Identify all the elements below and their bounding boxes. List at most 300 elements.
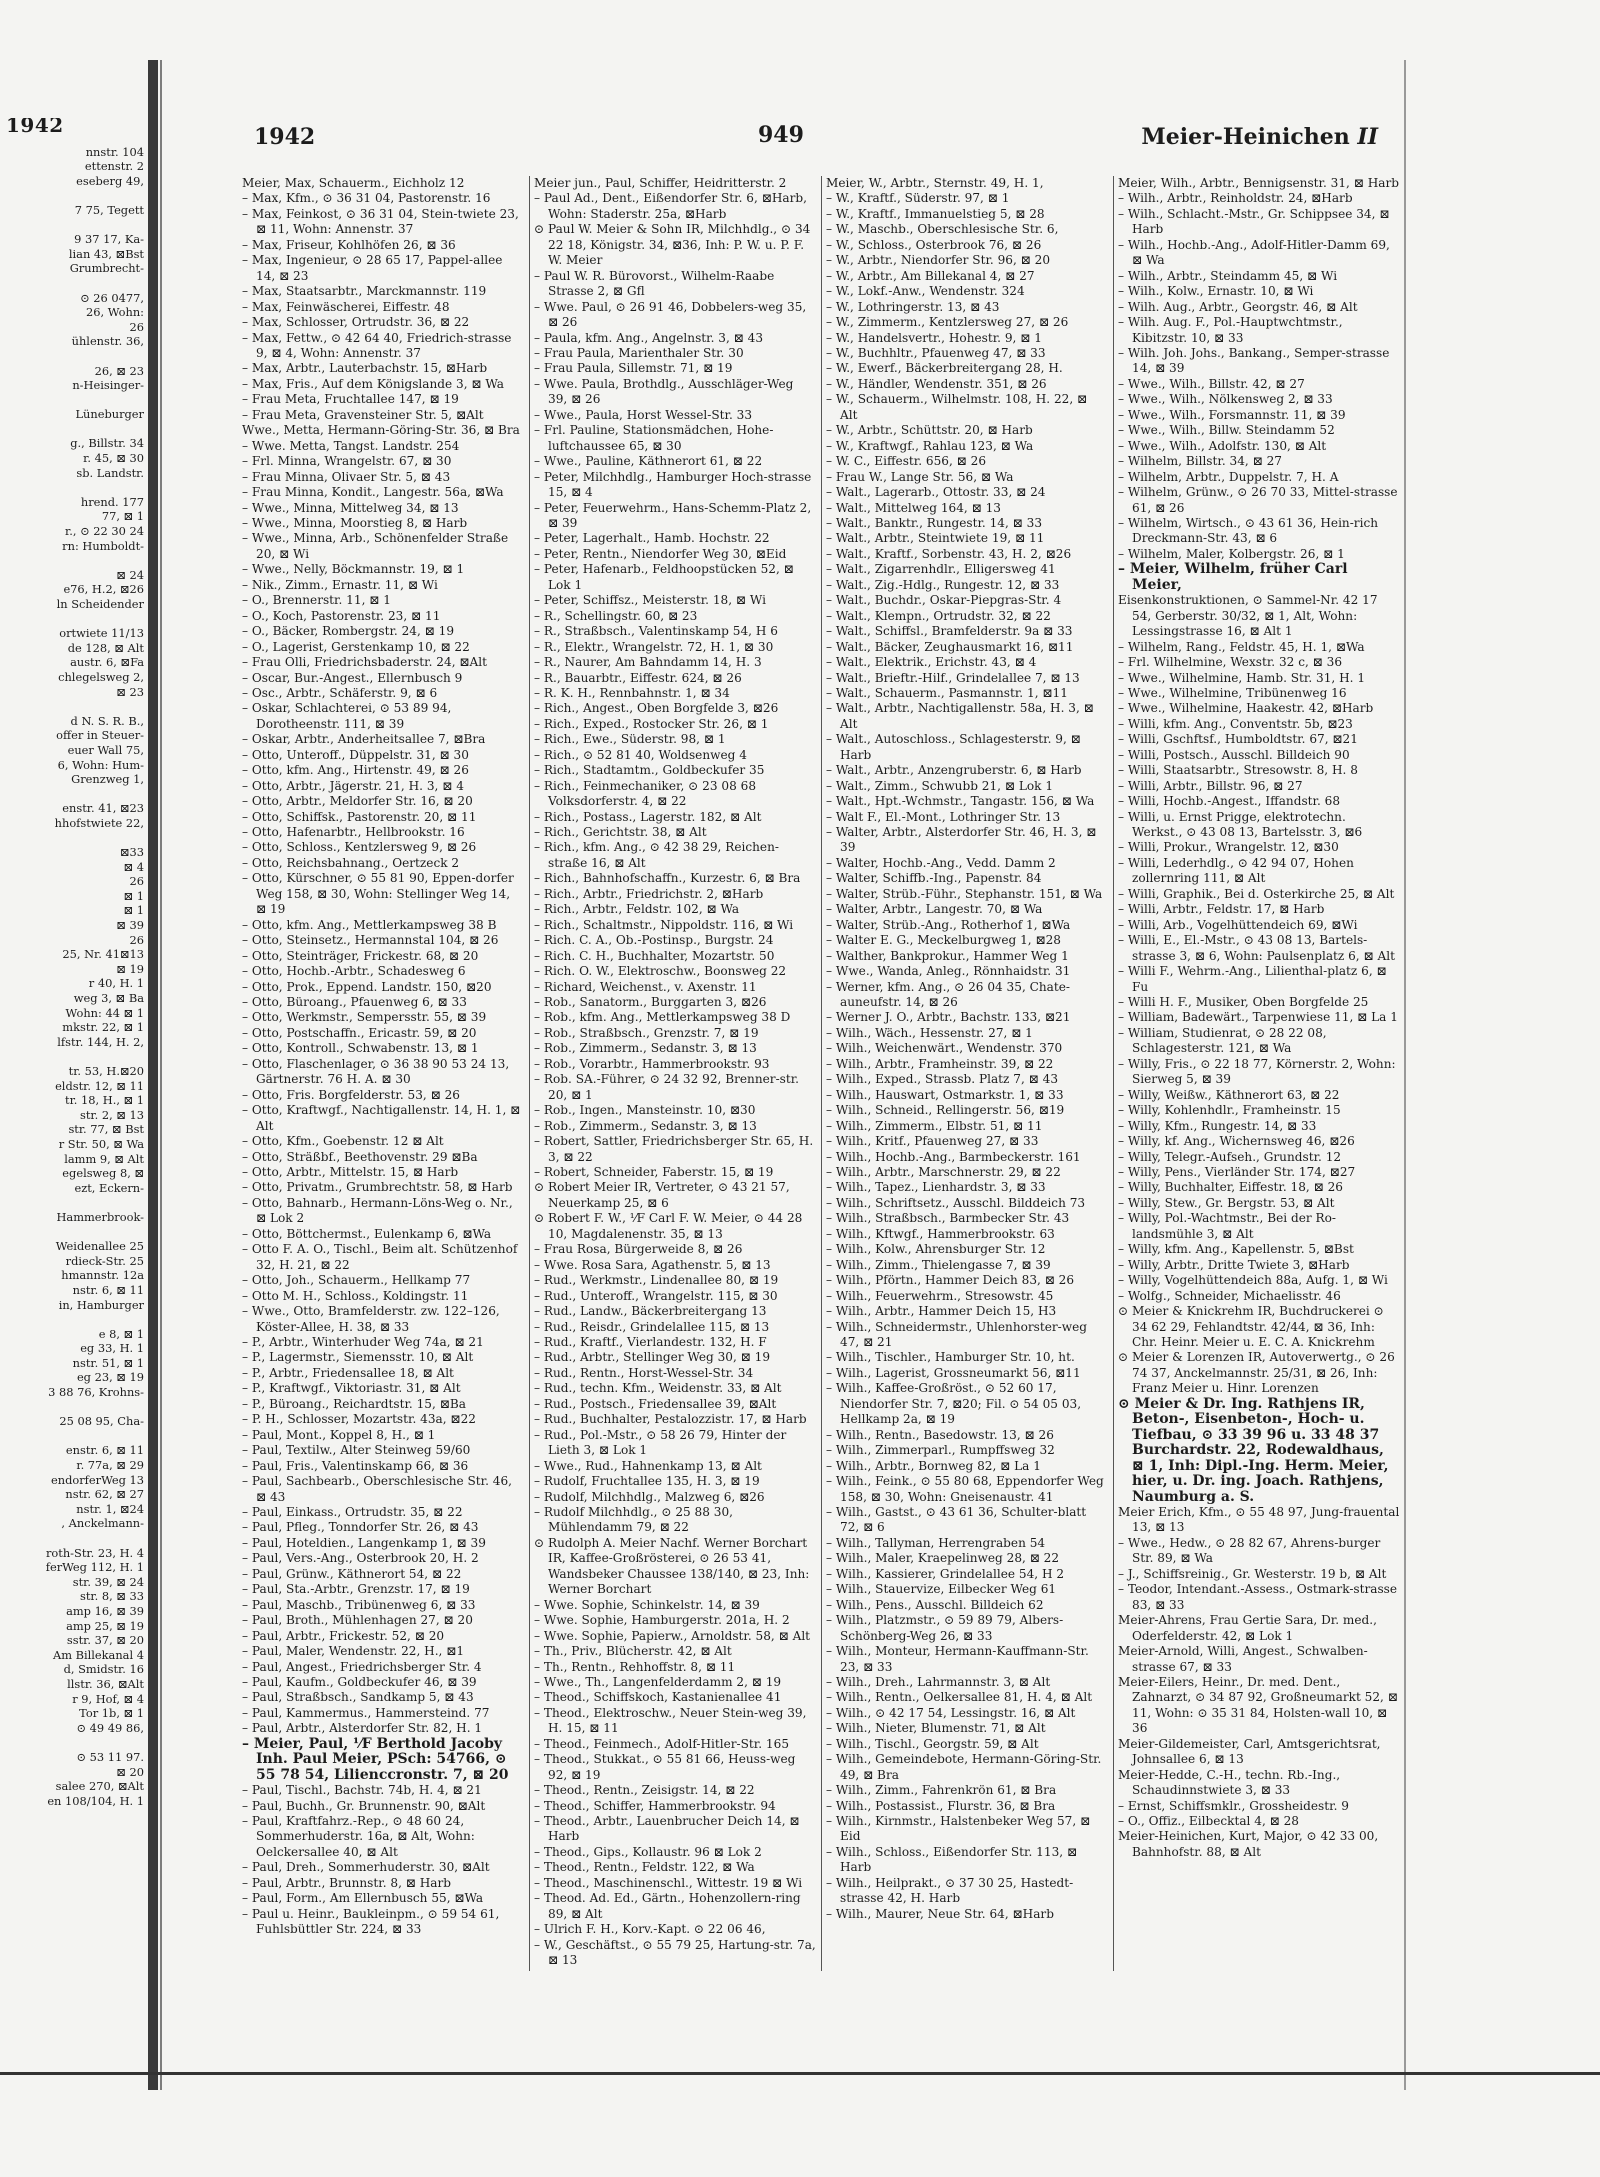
directory-entry: – Max, Fris., Auf dem Königslande 3, ⊠ Wa <box>242 376 504 391</box>
directory-entry: – Paul, Einkass., Ortrudstr. 35, ⊠ 22 <box>242 1504 463 1519</box>
directory-entry: – Otto, kfm. Ang., Mettlerkampsweg 38 B <box>242 917 497 932</box>
directory-entry: – Frau W., Lange Str. 56, ⊠ Wa <box>826 469 1014 484</box>
directory-entry: – Wilh., Kassierer, Grindelallee 54, H 2 <box>826 1566 1065 1581</box>
directory-entry: – Walt., Mittelweg 164, ⊠ 13 <box>826 500 1001 515</box>
previous-page-line: d N. S. R. B., <box>70 713 144 728</box>
previous-page-line: ⊠ 1 <box>123 888 144 903</box>
directory-entry: – P., Arbtr., Winterhuder Weg 74a, ⊠ 21 <box>242 1334 484 1349</box>
directory-entry: – Walt., Banktr., Rungestr. 14, ⊠ 33 <box>826 515 1043 530</box>
directory-entry: ⊙ Paul W. Meier & Sohn IR, Milchhdlg., ⊙ 34 22 18, Königstr. 34, ⊠36, Inh: P. W. u. P. F. W. Meier <box>534 222 811 268</box>
directory-entry: – Wilh., Monteur, Hermann-Kauffmann-Str. 23, ⊠ 33 <box>826 1644 1089 1674</box>
directory-entry: – Paul, Straßbsch., Sandkamp 5, ⊠ 43 <box>242 1690 474 1705</box>
directory-entry: – Paul, Hoteldien., Langenkamp 1, ⊠ 39 <box>242 1535 486 1550</box>
directory-entry: – Rob., Zimmerm., Sedanstr. 3, ⊠ 13 <box>534 1041 757 1056</box>
directory-entry: – William, Badewärt., Tarpenwiese 11, ⊠ La 1 <box>1118 1010 1398 1025</box>
directory-entry: – Max, Schlosser, Ortrudstr. 36, ⊠ 22 <box>242 315 470 330</box>
directory-entry: – Willy, Buchhalter, Eiffestr. 18, ⊠ 26 <box>1118 1180 1343 1195</box>
column-divider <box>821 176 822 1971</box>
previous-page-line: ⊠ 39 <box>116 918 144 933</box>
directory-entry: – Wilh., Pens., Ausschl. Billdeich 62 <box>826 1597 1044 1612</box>
directory-entry: – Frl. Pauline, Stationsmädchen, Hohe-luftchaussee 65, ⊠ 30 <box>534 423 774 453</box>
previous-page-line: eg 23, ⊠ 19 <box>76 1370 144 1385</box>
previous-page-year: 1942 <box>6 118 64 137</box>
directory-entry: – Max, Ingenieur, ⊙ 28 65 17, Pappel-allee 14, ⊠ 23 <box>242 253 503 283</box>
directory-entry: – Peter, Hafenarb., Feldhoopstücken 52, ⊠ Lok 1 <box>534 562 794 592</box>
directory-entry: – Wwe., Wilh., Forsmannstr. 11, ⊠ 39 <box>1118 407 1346 422</box>
previous-page-line: ⊠ 24 <box>116 567 144 582</box>
directory-entry: – Willy, Pol.-Wachtmstr., Bei der Ro-landsmühle 3, ⊠ Alt <box>1118 1211 1336 1241</box>
directory-entry: – Wilh., Arbtr., Bornweg 82, ⊠ La 1 <box>826 1458 1041 1473</box>
directory-entry: – R., Elektr., Wrangelstr. 72, H. 1, ⊠ 30 <box>534 639 774 654</box>
directory-entry: – Otto, Flaschenlager, ⊙ 36 38 90 53 24 13, Gärtnerstr. 76 H. A. ⊠ 30 <box>242 1056 510 1087</box>
directory-entry: – Walt., Buchdr., Oskar-Piepgras-Str. 4 <box>826 593 1062 608</box>
directory-entry: – Osc., Arbtr., Schäferstr. 9, ⊠ 6 <box>242 685 438 700</box>
directory-entry: – Otto, Büroang., Pfauenweg 6, ⊠ 33 <box>242 995 467 1010</box>
directory-entry: – Max, Arbtr., Lauterbachstr. 15, ⊠Harb <box>242 361 488 376</box>
directory-entry: – Wilh., Arbtr., Marschnerstr. 29, ⊠ 22 <box>826 1165 1061 1179</box>
previous-page-line <box>0 1735 148 1750</box>
previous-page-line: salee 270, ⊠Alt <box>55 1779 144 1794</box>
previous-page-line: mkstr. 22, ⊠ 1 <box>62 1020 144 1035</box>
directory-entry: – Willi, Prokur., Wrangelstr. 12, ⊠30 <box>1118 840 1339 855</box>
directory-entry: – P., Kraftwgf., Viktoriastr. 31, ⊠ Alt <box>242 1381 461 1396</box>
directory-entry: – O., Lagerist, Gerstenkamp 10, ⊠ 22 <box>242 639 470 654</box>
previous-page-line <box>0 276 148 291</box>
previous-page-line: in, Hamburger <box>58 1297 144 1312</box>
previous-page-line: r Str. 50, ⊠ Wa <box>58 1136 144 1151</box>
directory-entry: – Wilh., Maler, Kraepelinweg 28, ⊠ 22 <box>826 1551 1060 1566</box>
directory-entry: – Peter, Schiffsz., Meisterstr. 18, ⊠ Wi <box>534 593 766 608</box>
page-right-edge <box>1404 60 1406 2090</box>
directory-entry: – Wilh., Heilprakt., ⊙ 37 30 25, Hastedt-strasse 42, H. Harb <box>826 1875 1074 1906</box>
directory-entry: – Theod., Schiffer, Hammerbrookstr. 94 <box>534 1798 776 1813</box>
directory-entry: – Paul, Grünw., Käthnerort 54, ⊠ 22 <box>242 1566 462 1581</box>
previous-page-line: ⊠ 4 <box>123 859 144 874</box>
directory-entry: – Frau Minna, Olivaer Str. 5, ⊠ 43 <box>242 469 451 484</box>
directory-entry: – Wwe., Wilh., Billw. Steindamm 52 <box>1118 423 1335 438</box>
previous-page-line: offer in Steuer- <box>56 728 144 743</box>
previous-page-line: lfstr. 144, H. 2, <box>57 1034 144 1049</box>
directory-entry: – Willy, Stew., Gr. Bergstr. 53, ⊠ Alt <box>1118 1195 1335 1210</box>
previous-page-line: eldstr. 12, ⊠ 11 <box>55 1078 144 1093</box>
previous-page-line: hhofstwiete 22, <box>54 815 144 830</box>
directory-entry: – P., Büroang., Reichardtstr. 15, ⊠Ba <box>242 1396 466 1411</box>
previous-page-line: eg 33, H. 1 <box>80 1341 144 1356</box>
directory-entry: – Walter E. G., Meckelburgweg 1, ⊠28 <box>826 933 1061 948</box>
previous-page-line: e76, H.2, ⊠26 <box>63 582 144 597</box>
directory-entry: – Wwe., Wilh., Nölkensweg 2, ⊠ 33 <box>1118 392 1333 407</box>
previous-page-line: r. 77a, ⊠ 29 <box>76 1458 144 1473</box>
directory-entry: – Walt., Elektrik., Erichstr. 43, ⊠ 4 <box>826 655 1037 670</box>
directory-entry: – Wwe. Sophie, Papierw., Arnoldstr. 58, ⊠ Alt <box>534 1628 811 1643</box>
directory-entry: – Wwe., Wilh., Billstr. 42, ⊠ 27 <box>1118 376 1305 391</box>
previous-page-line: hrend. 177 <box>80 494 144 509</box>
previous-page-margin <box>0 118 148 1968</box>
previous-page-line: ⊙ 26 0477, <box>80 290 144 305</box>
directory-entry: – Rob. SA.-Führer, ⊙ 24 32 92, Brenner-str. 20, ⊠ 1 <box>534 1072 800 1102</box>
directory-entry: – Walt., Kraftf., Sorbenstr. 43, H. 2, ⊠26 <box>826 546 1072 561</box>
previous-page-line: 9 37 17, Ka- <box>74 232 144 247</box>
directory-entry: – O., Brennerstr. 11, ⊠ 1 <box>242 593 391 608</box>
previous-page-line: Am Billekanal 4 <box>52 1647 144 1662</box>
previous-page-line: str. 2, ⊠ 13 <box>79 1107 144 1122</box>
previous-page-line: eseberg 49, <box>76 173 144 188</box>
directory-entry: – Wwe., Pauline, Käthnerort 61, ⊠ 22 <box>534 454 763 469</box>
directory-entry: – Wilh., Schlacht.-Mstr., Gr. Schippsee 34, ⊠ Harb <box>1118 206 1390 237</box>
directory-entry: – Max, Feinwäscherei, Eiffestr. 48 <box>242 299 450 314</box>
previous-page-line <box>0 349 148 364</box>
directory-entry: Meier, W., Arbtr., Sternstr. 49, H. 1, <box>826 176 1044 190</box>
directory-entry: – Max, Fettw., ⊙ 42 64 40, Friedrich-strasse 9, ⊠ 4, Wohn: Annenstr. 37 <box>242 330 512 360</box>
directory-entry: – Wilh., Schriftsetz., Ausschl. Bilddeich 73 <box>826 1195 1086 1210</box>
directory-entry: – Wilh., Tallyman, Herrengraben 54 <box>826 1535 1046 1550</box>
directory-entry: – Walter, Hochb.-Ang., Vedd. Damm 2 <box>826 855 1056 870</box>
previous-page-line: rn: Humboldt- <box>62 538 144 553</box>
directory-entry: – W., Handelsvertr., Hohestr. 9, ⊠ 1 <box>826 330 1042 345</box>
directory-entry: – Willi, Arbtr., Feldstr. 17, ⊠ Harb <box>1118 902 1325 917</box>
directory-entry: – Meier, Wilhelm, früher Carl Meier, <box>1118 561 1348 593</box>
directory-entry: – Wilh., Kaffee-Großröst., ⊙ 52 60 17, Niendorfer Str. 7, ⊠20; Fil. ⊙ 54 05 03, Hellkamp 2a, ⊠ 19 <box>826 1381 1082 1427</box>
directory-entry: – Rud., Rentn., Horst-Wessel-Str. 34 <box>534 1365 754 1380</box>
directory-entry: – Walt., Hpt.-Wchmstr., Tangastr. 156, ⊠ Wa <box>826 794 1095 809</box>
directory-entry: – Theod., Maschinenschl., Wittestr. 19 ⊠ Wi <box>534 1875 803 1890</box>
previous-page-line: Lüneburger <box>75 407 144 422</box>
directory-entry: – Otto F. A. O., Tischl., Beim alt. Schützenhof 32, H. 21, ⊠ 22 <box>242 1242 518 1272</box>
directory-entry: Meier jun., Paul, Schiffer, Heidritterstr. 2 <box>534 176 787 190</box>
directory-entry: – Wilhelm, Grünw., ⊙ 26 70 33, Mittel-strasse 61, ⊠ 26 <box>1118 485 1398 515</box>
directory-entry: – Wilh., Gastst., ⊙ 43 61 36, Schulter-blatt 72, ⊠ 6 <box>826 1504 1087 1535</box>
directory-entry: – Willi H. F., Musiker, Oben Borgfelde 25 <box>1118 995 1369 1010</box>
page-number: 949 <box>758 122 804 148</box>
directory-entry: – R., Bauarbtr., Eiffestr. 624, ⊠ 26 <box>534 670 742 685</box>
directory-entry: – W., Händler, Wendenstr. 351, ⊠ 26 <box>826 376 1047 391</box>
directory-entry: – William, Studienrat, ⊙ 28 22 08, Schlagesterstr. 121, ⊠ Wa <box>1118 1025 1327 1056</box>
directory-entry: – Max, Kfm., ⊙ 36 31 04, Pastorenstr. 16 <box>242 191 491 206</box>
directory-entry: – Rich., Bahnhofschaffn., Kurzestr. 6, ⊠ Bra <box>534 871 801 886</box>
directory-entry: – Willi, kfm. Ang., Conventstr. 5b, ⊠23 <box>1118 716 1353 731</box>
directory-entry: – Rud., Unteroff., Wrangelstr. 115, ⊠ 30 <box>534 1288 778 1303</box>
directory-entry: – Walt., Zig.-Hdlg., Rungestr. 12, ⊠ 33 <box>826 577 1060 592</box>
previous-page-line: austr. 6, ⊠Fa <box>70 655 144 670</box>
directory-entry: – Rich. O. W., Elektroschw., Boonsweg 22 <box>534 964 787 979</box>
directory-entry: – P., Arbtr., Friedensallee 18, ⊠ Alt <box>242 1365 454 1380</box>
directory-entry: – Wilh., Zimmerm., Elbstr. 51, ⊠ 11 <box>826 1118 1043 1133</box>
directory-page <box>232 118 1402 1968</box>
directory-entry: – Wilh., Kolw., Ahrensburger Str. 12 <box>826 1242 1046 1257</box>
page-header <box>232 118 1402 158</box>
directory-entry: – Theod., Gips., Kollaustr. 96 ⊠ Lok 2 <box>534 1844 762 1859</box>
book-gutter <box>148 60 158 2090</box>
directory-entry: – Paul u. Heinr., Baukleinpm., ⊙ 59 54 61, Fuhlsbüttler Str. 224, ⊠ 33 <box>242 1906 500 1937</box>
directory-entry: – Rud., Reisdr., Grindelallee 115, ⊠ 13 <box>534 1319 770 1334</box>
previous-page-line: rdieck-Str. 25 <box>65 1253 144 1268</box>
directory-entry: – Otto, Steinsetz., Hermannstal 104, ⊠ 26 <box>242 933 499 948</box>
previous-page-line: ortwiete 11/13 <box>59 626 144 641</box>
previous-page-line: ezt, Eckern- <box>74 1180 144 1195</box>
directory-entry: – Wilh., Postassist., Flurstr. 36, ⊠ Bra <box>826 1798 1056 1813</box>
directory-entry: – Meier, Paul, ⅟F Berthold Jacoby Inh. Paul Meier, PSch: 54766, ⊙ 55 78 54, Lilienccronstr. 7, ⊠ 20 <box>242 1735 509 1783</box>
directory-entry: – Otto, Steinträger, Frickestr. 68, ⊠ 20 <box>242 948 479 963</box>
previous-page-line: Tor 1b, ⊠ 1 <box>79 1706 144 1721</box>
previous-page-line <box>0 480 148 495</box>
column-divider <box>1113 176 1114 1971</box>
directory-entry: – Wilh., ⊙ 42 17 54, Lessingstr. 16, ⊠ Alt <box>826 1705 1076 1720</box>
previous-page-line: tr. 53, H.⊠20 <box>68 1064 144 1078</box>
directory-entry: – Wilh. Joh. Johs., Bankang., Semper-strasse 14, ⊠ 39 <box>1118 345 1390 376</box>
directory-entry: – Frau Rosa, Bürgerweide 8, ⊠ 26 <box>534 1242 743 1257</box>
directory-entry: – Wilh., Straßbsch., Barmbecker Str. 43 <box>826 1211 1070 1226</box>
directory-entry: Meier-Gildemeister, Carl, Amtsgerichtsrat, Johnsallee 6, ⊠ 13 <box>1118 1736 1381 1767</box>
directory-entry: – Willi, Hochb.-Angest., Iffandstr. 68 <box>1118 794 1341 809</box>
directory-entry: Wwe., Metta, Hermann-Göring-Str. 36, ⊠ Bra <box>242 423 520 438</box>
directory-entry: – Wilh. Aug., Arbtr., Georgstr. 46, ⊠ Alt <box>1118 299 1358 314</box>
directory-entry: – Walt., Lagerarb., Ottostr. 33, ⊠ 24 <box>826 485 1046 500</box>
directory-entry: – Wwe., Rud., Hahnenkamp 13, ⊠ Alt <box>534 1458 762 1473</box>
directory-entry: – Rob., Zimmerm., Sedanstr. 3, ⊠ 13 <box>534 1118 757 1133</box>
directory-entry: – Wwe. Paul, ⊙ 26 91 46, Dobbelers-weg 35, ⊠ 26 <box>534 299 807 330</box>
previous-page-line: de 128, ⊠ Alt <box>67 640 144 655</box>
previous-page-line <box>0 188 148 203</box>
directory-entry: – Wwe. Metta, Tangst. Landstr. 254 <box>242 438 460 453</box>
directory-entry: – Paul, Maler, Wendenstr. 22, H., ⊠1 <box>242 1644 465 1659</box>
directory-entry: – Wwe., Otto, Bramfelderstr. zw. 122–126, Köster-Allee, H. 38, ⊠ 33 <box>242 1304 500 1334</box>
directory-entry: – Walt., Autoschloss., Schlagesterstr. 9, ⊠ Harb <box>826 732 1081 762</box>
directory-entry: – Willi, Arbtr., Billstr. 96, ⊠ 27 <box>1118 778 1303 793</box>
directory-entry: ⊙ Meier & Lorenzen IR, Autoverwertg., ⊙ 26 74 37, Anckelmannstr. 25/31, ⊠ 26, Inh: Franz Meier u. Hinr. Lorenzen <box>1118 1350 1395 1396</box>
directory-entry: – Willy, Kfm., Rungestr. 14, ⊠ 33 <box>1118 1118 1317 1133</box>
previous-page-line: str. 39, ⊠ 24 <box>72 1574 144 1589</box>
directory-entry: Meier-Heinichen, Kurt, Major, ⊙ 42 33 00, Bahnhofstr. 88, ⊠ Alt <box>1118 1829 1379 1859</box>
directory-entry: – Wilh., Hochb.-Ang., Adolf-Hitler-Damm 69, ⊠ Wa <box>1118 237 1390 268</box>
column-2 <box>534 176 816 1976</box>
directory-entry: – Paul, Kaufm., Goldbeckufer 46, ⊠ 39 <box>242 1674 477 1689</box>
directory-entry: – Wilh., Kirnmstr., Halstenbeker Weg 57, ⊠ Eid <box>826 1814 1091 1844</box>
previous-page-line: ⊠ 20 <box>116 1764 144 1779</box>
directory-entry: – Wilh., Maurer, Neue Str. 64, ⊠Harb <box>826 1906 1054 1921</box>
directory-entry: – Paul, Sachbearb., Oberschlesische Str. 46, ⊠ 43 <box>242 1474 513 1504</box>
previous-page-line: 25 08 95, Cha- <box>59 1414 144 1429</box>
directory-entry: – R., Schellingstr. 60, ⊠ 23 <box>534 608 698 623</box>
directory-entry: – Willi F., Wehrm.-Ang., Lilienthal-platz 6, ⊠ Fu <box>1118 964 1387 994</box>
directory-entry: – Paul, Tischl., Bachstr. 74b, H. 4, ⊠ 21 <box>242 1783 482 1798</box>
directory-entry: – Walter, Strüb.-Ang., Rotherhof 1, ⊠Wa <box>826 917 1071 932</box>
directory-entry: – Frl. Minna, Wrangelstr. 67, ⊠ 30 <box>242 454 452 469</box>
directory-entry: – Wilh., Dreh., Lahrmannstr. 3, ⊠ Alt <box>826 1674 1051 1689</box>
previous-page-line: en 108/104, H. 1 <box>47 1793 144 1808</box>
directory-entry: – Paul, Kraftfahrz.-Rep., ⊙ 48 60 24, Sommerhuderstr. 16a, ⊠ Alt, Wohn: Oelckersallee 40, ⊠ Alt <box>242 1814 475 1859</box>
previous-page-line: chlegelsweg 2, <box>58 669 144 684</box>
previous-page-line: ⊙ 53 11 97. <box>76 1749 144 1764</box>
previous-page-line: 26, ⊠ 23 <box>94 363 144 378</box>
directory-entry: – P., Lagermstr., Siemensstr. 10, ⊠ Alt <box>242 1350 474 1365</box>
directory-entry: – W., Schauerm., Wilhelmstr. 108, H. 22, ⊠ Alt <box>826 392 1088 422</box>
previous-page-line: ⊠ 1 <box>123 903 144 918</box>
directory-entry: – Wilhelm, Arbtr., Duppelstr. 7, H. A <box>1118 469 1339 484</box>
directory-entry: – Wwe. Sophie, Schinkelstr. 14, ⊠ 39 <box>534 1597 760 1612</box>
directory-entry: – Willi, u. Ernst Prigge, elektrotechn. Werkst., ⊙ 43 08 13, Bartelsstr. 3, ⊠6 <box>1118 809 1363 840</box>
column-3 <box>826 176 1108 1976</box>
directory-entry: – Willy, Pens., Vierländer Str. 174, ⊠27 <box>1118 1165 1356 1179</box>
directory-entry: – Theod., Elektroschw., Neuer Stein-weg 39, H. 15, ⊠ 11 <box>534 1705 807 1736</box>
previous-page-line: Hammerbrook- <box>56 1209 144 1224</box>
previous-page-line: ferWeg 112, H. 1 <box>45 1560 144 1575</box>
directory-entry: – Rich., kfm. Ang., ⊙ 42 38 29, Reichen-straße 16, ⊠ Alt <box>534 840 779 870</box>
directory-entry: – O., Offiz., Eilbecktal 4, ⊠ 28 <box>1118 1814 1300 1829</box>
directory-entry: – J., Schiffsreinig., Gr. Westerstr. 19 b, ⊠ Alt <box>1118 1566 1387 1581</box>
directory-entry: – Otto, Hafenarbtr., Hellbrookstr. 16 <box>242 825 465 840</box>
previous-page-line: ln Scheidender <box>56 597 144 611</box>
directory-entry: – Rud., Postsch., Friedensallee 39, ⊠Alt <box>534 1396 777 1411</box>
directory-entry: – Willi, Postsch., Ausschl. Billdeich 90 <box>1118 747 1350 762</box>
directory-entry: – Paul, Maschb., Tribünenweg 6, ⊠ 33 <box>242 1597 476 1612</box>
directory-entry: – Rudolf, Milchhdlg., Malzweg 6, ⊠26 <box>534 1489 765 1504</box>
directory-entry: – Otto, Arbtr., Meldorfer Str. 16, ⊠ 20 <box>242 794 473 809</box>
scan-bottom-border <box>0 2072 1600 2075</box>
directory-entry: – Walter, Arbtr., Alsterdorfer Str. 46, H. 3, ⊠ 39 <box>826 825 1097 855</box>
directory-entry: – Paul W. R. Bürovorst., Wilhelm-Raabe Strasse 2, ⊠ Gfl <box>534 268 775 299</box>
directory-entry: – W., Buchhltr., Pfauenweg 47, ⊠ 33 <box>826 345 1046 360</box>
directory-entry: – Paul, Form., Am Ellernbusch 55, ⊠Wa <box>242 1891 484 1906</box>
previous-page-line: ⊠ 23 <box>116 684 144 699</box>
directory-entry: – Frau Minna, Kondit., Langestr. 56a, ⊠Wa <box>242 485 504 500</box>
directory-entry: – R. K. H., Rennbahnstr. 1, ⊠ 34 <box>534 685 730 700</box>
previous-page-line: Weidenallee 25 <box>55 1239 144 1254</box>
directory-entry: – Wwe. Paula, Brothdlg., Ausschläger-Weg 39, ⊠ 26 <box>534 376 794 407</box>
directory-entry: – Wilh., Hochb.-Ang., Barmbeckerstr. 161 <box>826 1149 1081 1164</box>
directory-entry: – Wilh., Platzmstr., ⊙ 59 89 79, Albers-Schönberg-Weg 26, ⊠ 33 <box>826 1613 1064 1643</box>
previous-page-line: 7 75, Tegett <box>74 202 144 217</box>
directory-entry: – Rich., Arbtr., Friedrichstr. 2, ⊠Harb <box>534 886 764 901</box>
previous-page-line: hmannstr. 12a <box>61 1268 144 1283</box>
directory-entry: – Frl. Wilhelmine, Wexstr. 32 c, ⊠ 36 <box>1118 655 1343 670</box>
previous-page-line <box>0 1531 148 1546</box>
directory-entry: – Wilh., Tapez., Lienhardstr. 3, ⊠ 33 <box>826 1180 1046 1195</box>
directory-entry: – Frau Meta, Fruchtallee 147, ⊠ 19 <box>242 392 459 407</box>
directory-entry: – Paula, kfm. Ang., Angelnstr. 3, ⊠ 43 <box>534 330 764 345</box>
directory-entry: – R., Naurer, Am Bahndamm 14, H. 3 <box>534 655 762 670</box>
directory-entry: – Paul, Buchh., Gr. Brunnenstr. 90, ⊠Alt <box>242 1798 486 1813</box>
directory-entry: – Wilh., Arbtr., Hammer Deich 15, H3 <box>826 1304 1057 1319</box>
previous-page-line <box>0 831 148 846</box>
directory-entry: – Otto, kfm. Ang., Hirtenstr. 49, ⊠ 26 <box>242 763 469 778</box>
previous-page-line: str. 77, ⊠ Bst <box>68 1122 144 1137</box>
directory-entry: – Wilh., Arbtr., Framheinstr. 39, ⊠ 22 <box>826 1056 1054 1071</box>
directory-entry: – Otto, Kontroll., Schwabenstr. 13, ⊠ 1 <box>242 1041 479 1056</box>
directory-entry: – Wilh., Stauervize, Eilbecker Weg 61 <box>826 1582 1057 1597</box>
directory-entry: ⊙ Robert F. W., ⅟F Carl F. W. Meier, ⊙ 44 28 10, Magdalenenstr. 35, ⊠ 13 <box>534 1211 803 1241</box>
previous-page-line <box>0 699 148 714</box>
directory-entry: – Robert, Sattler, Friedrichsberger Str. 65, H. 3, ⊠ 22 <box>534 1134 814 1164</box>
directory-entry: Meier Erich, Kfm., ⊙ 55 48 97, Jung-frauental 13, ⊠ 13 <box>1118 1504 1400 1535</box>
previous-page-line <box>0 1049 148 1064</box>
directory-entry: – Wwe., Th., Langenfelderdamm 2, ⊠ 19 <box>534 1674 782 1689</box>
directory-entry: – Werner J. O., Arbtr., Bachstr. 133, ⊠21 <box>826 1010 1071 1025</box>
directory-entry: – O., Bäcker, Rombergstr. 24, ⊠ 19 <box>242 624 455 639</box>
directory-entry: – Wolfg., Schneider, Michaelisstr. 46 <box>1118 1288 1341 1303</box>
directory-entry: – Otto, Postschaffn., Ericastr. 59, ⊠ 20 <box>242 1025 477 1040</box>
directory-entry: – Willi, Lederhdlg., ⊙ 42 94 07, Hohen zollernring 111, ⊠ Alt <box>1118 855 1354 886</box>
directory-entry: – W., Maschb., Oberschlesische Str. 6, <box>826 222 1059 237</box>
directory-entry: – Willy, Fris., ⊙ 22 18 77, Körnerstr. 2, Wohn: Sierweg 5, ⊠ 39 <box>1118 1056 1396 1087</box>
previous-page-line: 25, Nr. 41⊠13 <box>62 947 144 962</box>
running-title: Meier-Heinichen <box>1141 124 1350 150</box>
previous-page-line: nstr. 51, ⊠ 1 <box>72 1355 144 1370</box>
directory-entry: – Willy, Arbtr., Dritte Twiete 3, ⊠Harb <box>1118 1257 1350 1272</box>
directory-entry: ⊙ Robert Meier IR, Vertreter, ⊙ 43 21 57, Neuerkamp 25, ⊠ 6 <box>534 1180 790 1210</box>
directory-entry: – Willi, Staatsarbtr., Stresowstr. 8, H. 8 <box>1118 763 1358 778</box>
previous-page-line: 3 88 76, Krohns- <box>48 1385 144 1400</box>
directory-entry: – Walt., Schiffsl., Bramfelderstr. 9a ⊠ 33 <box>826 624 1073 639</box>
directory-entry: – Wilh. Aug. F., Pol.-Hauptwchtmstr., Kibitzstr. 10, ⊠ 33 <box>1118 315 1343 345</box>
directory-entry: – Wilhelm, Wirtsch., ⊙ 43 61 36, Hein-rich Dreckmann-Str. 43, ⊠ 6 <box>1118 515 1379 546</box>
directory-entry: – Wilh., Schneid., Rellingerstr. 56, ⊠19 <box>826 1103 1065 1118</box>
directory-entry: – Wilh., Tischl., Georgstr. 59, ⊠ Alt <box>826 1736 1039 1751</box>
directory-entry: – Otto, Bahnarb., Hermann-Löns-Weg o. Nr., ⊠ Lok 2 <box>242 1195 513 1226</box>
directory-entry: – W., Lokf.-Anw., Wendenstr. 324 <box>826 284 1025 299</box>
directory-entry: – Paul, Angest., Friedrichsberger Str. 4 <box>242 1659 482 1674</box>
previous-page-line: 26, Wohn: <box>85 305 144 320</box>
previous-page-line <box>0 422 148 437</box>
section-numeral: II <box>1357 124 1378 150</box>
previous-page-line: tr. 18, H., ⊠ 1 <box>65 1093 144 1108</box>
previous-page-line <box>0 612 148 627</box>
directory-entry: – Wilh., Arbtr., Reinholdstr. 24, ⊠Harb <box>1118 191 1353 206</box>
directory-entry: – Frau Meta, Gravensteiner Str. 5, ⊠Alt <box>242 407 484 422</box>
directory-entry: – Wwe., Hedw., ⊙ 28 82 67, Ahrens-burger Str. 89, ⊠ Wa <box>1118 1535 1381 1566</box>
previous-page-line: d, Smidstr. 16 <box>63 1662 144 1677</box>
directory-entry: – Wwe. Sophie, Hamburgerstr. 201a, H. 2 <box>534 1613 790 1628</box>
directory-entry: – Otto, Arbtr., Jägerstr. 21, H. 3, ⊠ 4 <box>242 778 464 793</box>
directory-entry: – Max, Feinkost, ⊙ 36 31 04, Stein-twiete 23, ⊠ 11, Wohn: Annenstr. 37 <box>242 206 519 237</box>
previous-page-line <box>0 1429 148 1444</box>
directory-entry: – Wilh., Tischler., Hamburger Str. 10, ht. <box>826 1350 1075 1365</box>
directory-entry: – Rich., Stadtamtm., Goldbeckufer 35 <box>534 763 765 778</box>
directory-entry: – Walther, Bankprokur., Hammer Weg 1 <box>826 948 1069 963</box>
directory-entry: – Wwe., Nelly, Böckmannstr. 19, ⊠ 1 <box>242 562 465 577</box>
directory-entry: – O., Koch, Pastorenstr. 23, ⊠ 11 <box>242 608 441 623</box>
directory-entry: – Peter, Milchhdlg., Hamburger Hoch-strasse 15, ⊠ 4 <box>534 469 812 500</box>
directory-entry: – Wilh., Rentn., Oelkersallee 81, H. 4, ⊠ Alt <box>826 1690 1093 1705</box>
directory-entry: – Walt., Brieftr.-Hilf., Grindelallee 7, ⊠ 13 <box>826 670 1080 685</box>
directory-entry: – Max, Friseur, Kohlhöfen 26, ⊠ 36 <box>242 237 456 252</box>
directory-entry: – Wwe., Minna, Moorstieg 8, ⊠ Harb <box>242 515 468 530</box>
directory-entry: – Walt., Zigarrenhdlr., Elligersweg 41 <box>826 562 1056 577</box>
directory-entry: – Rich., Postass., Lagerstr. 182, ⊠ Alt <box>534 809 762 824</box>
directory-entry: – Willi, Arb., Vogelhüttendeich 69, ⊠Wi <box>1118 917 1358 932</box>
directory-entry: – Theod. Ad. Ed., Gärtn., Hohenzollern-ring 89, ⊠ Alt <box>534 1891 801 1921</box>
previous-page-line: Grenzweg 1, <box>71 772 144 787</box>
directory-entry: – Willy, Kohlenhdlr., Framheinstr. 15 <box>1118 1103 1341 1118</box>
directory-entry: – W., Ewerf., Bäckerbreitergang 28, H. <box>826 361 1063 376</box>
directory-entry: – Oskar, Schlachterei, ⊙ 53 89 94, Dorotheenstr. 111, ⊠ 39 <box>242 701 452 731</box>
directory-entry: – Wilh., Arbtr., Steindamm 45, ⊠ Wi <box>1118 268 1338 283</box>
directory-entry: – Walt., Klempn., Ortrudstr. 32, ⊠ 22 <box>826 608 1051 623</box>
previous-page-line: ⊠ 19 <box>116 961 144 976</box>
directory-entry: – Wilh., Zimmerparl., Rumpffsweg 32 <box>826 1443 1055 1458</box>
previous-page-line: 26 <box>129 319 144 334</box>
directory-entry: – Paul, Dreh., Sommerhuderstr. 30, ⊠Alt <box>242 1860 490 1875</box>
previous-page-line <box>0 1400 148 1415</box>
directory-entry: – Ulrich F. H., Korv.-Kapt. ⊙ 22 06 46, <box>534 1922 766 1937</box>
directory-entry: – Ernst, Schiffsmklr., Grossheidestr. 9 <box>1118 1798 1349 1813</box>
previous-page-line: r 40, H. 1 <box>88 976 144 991</box>
directory-entry: – W., Arbtr., Schüttstr. 20, ⊠ Harb <box>826 423 1033 438</box>
directory-entry: – Rob., Ingen., Mansteinstr. 10, ⊠30 <box>534 1103 756 1118</box>
previous-page-line: nstr. 6, ⊠ 11 <box>72 1282 144 1297</box>
directory-entry: – Rob., Vorarbtr., Hammerbrookstr. 93 <box>534 1056 770 1071</box>
directory-entry: – Peter, Lagerhalt., Hamb. Hochstr. 22 <box>534 531 770 546</box>
directory-entry: – Wilh., Kritf., Pfauenweg 27, ⊠ 33 <box>826 1134 1039 1149</box>
